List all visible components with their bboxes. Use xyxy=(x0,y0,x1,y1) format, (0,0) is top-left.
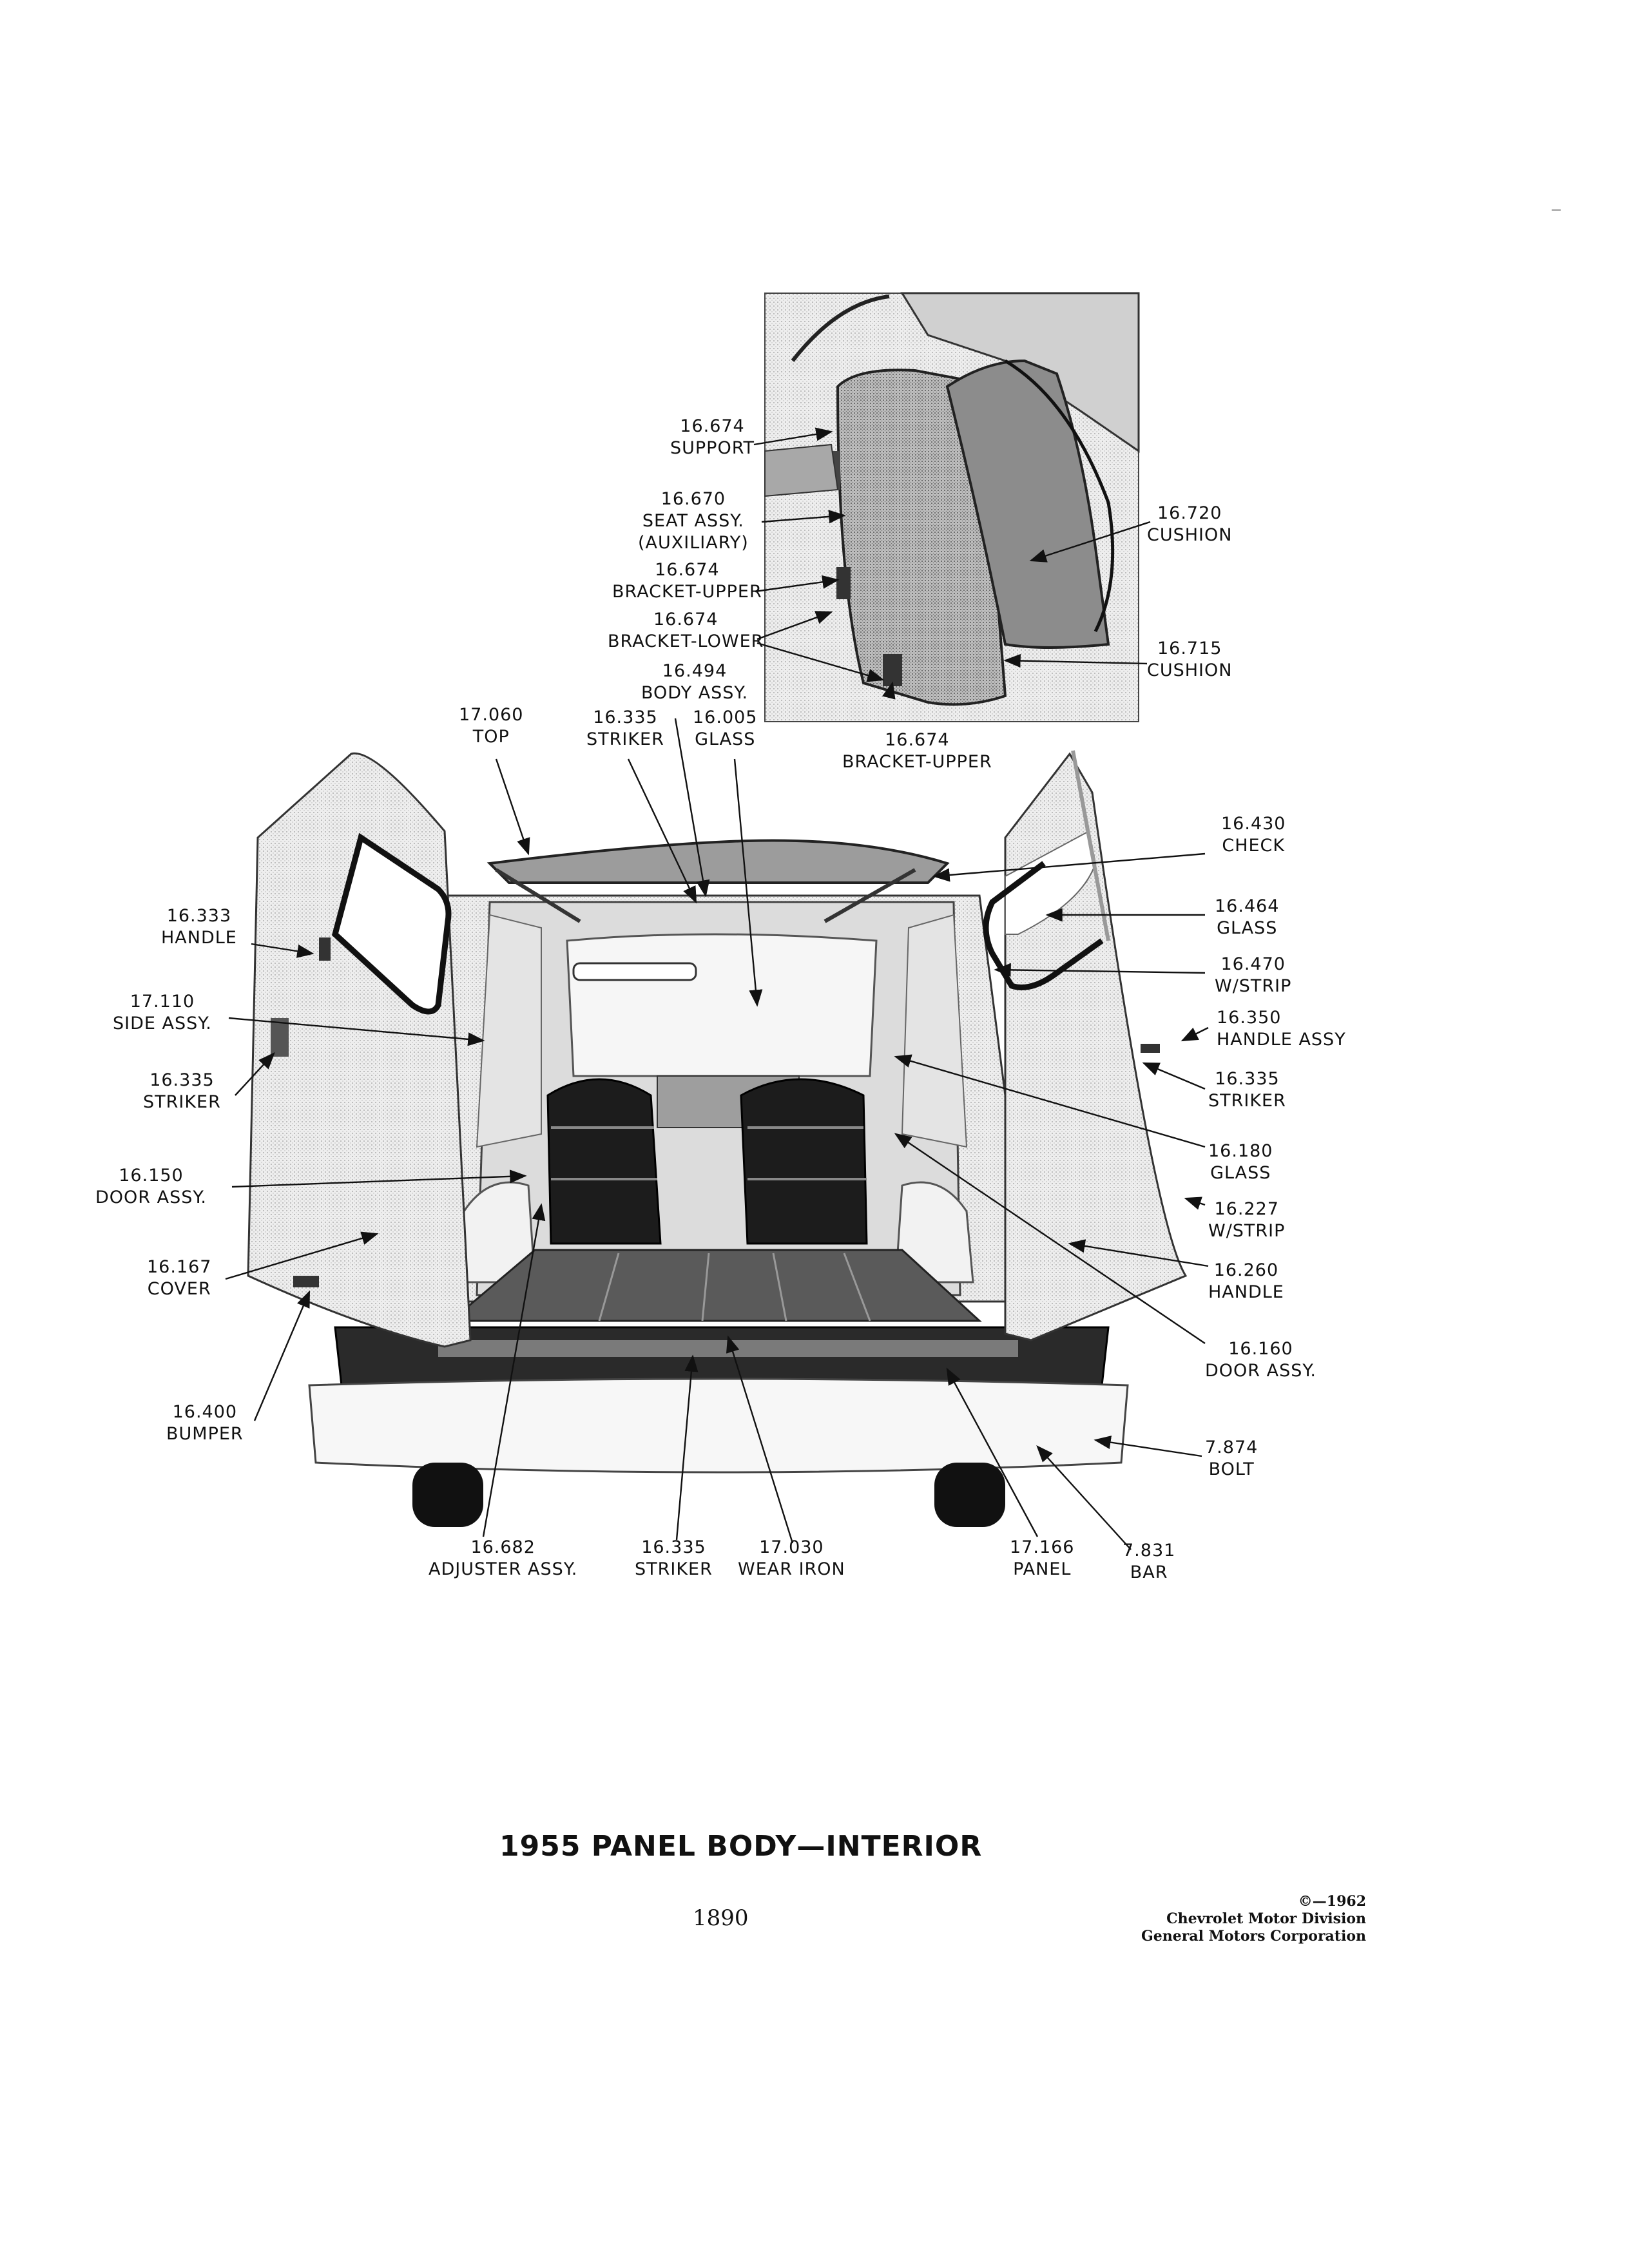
callout-striker-left: 16.335 STRIKER xyxy=(143,1070,221,1112)
callout-glass-16180: 16.180 GLASS xyxy=(1208,1141,1273,1183)
callout-bar: 7.831 BAR xyxy=(1123,1541,1176,1582)
page-number: 1890 xyxy=(693,1905,749,1931)
callout-glass-16464: 16.464 GLASS xyxy=(1215,896,1280,938)
right-rear-door xyxy=(986,751,1186,1340)
callout-striker-right: 16.335 STRIKER xyxy=(1208,1069,1286,1111)
callout-seat-assy: 16.670 SEAT ASSY. (AUXILIARY) xyxy=(638,489,749,553)
callout-adjuster-assy: 16.682 ADJUSTER ASSY. xyxy=(429,1537,578,1579)
callout-door-assy-right: 16.160 DOOR ASSY. xyxy=(1205,1339,1316,1381)
callout-handle-assy: 16.350 HANDLE ASSY xyxy=(1217,1008,1346,1050)
auxiliary-seat-inset xyxy=(765,293,1139,722)
callout-check: 16.430 CHECK xyxy=(1221,814,1286,856)
callout-wstrip-16470: 16.470 W/STRIP xyxy=(1215,954,1292,996)
callout-bracket-upper-inset: 16.674 BRACKET-UPPER xyxy=(612,560,762,602)
callout-panel: 17.166 PANEL xyxy=(1010,1537,1075,1579)
callout-cover: 16.167 COVER xyxy=(147,1257,212,1299)
callout-bracket-lower: 16.674 BRACKET-LOWER xyxy=(608,610,764,651)
callout-bolt: 7.874 BOLT xyxy=(1205,1437,1258,1479)
callout-striker-top: 16.335 STRIKER xyxy=(586,707,664,749)
copyright-notice: ©—1962 Chevrolet Motor Division General Motors Corporation xyxy=(1141,1893,1366,1945)
callout-cushion-16715: 16.715 CUSHION xyxy=(1147,639,1233,680)
callout-top: 17.060 TOP xyxy=(459,705,524,747)
callout-bumper: 16.400 BUMPER xyxy=(166,1402,244,1444)
page-title: 1955 PANEL BODY—INTERIOR xyxy=(499,1830,983,1863)
callout-body-assy: 16.494 BODY ASSY. xyxy=(641,661,749,703)
callout-handle-16333: 16.333 HANDLE xyxy=(161,906,237,948)
callout-support: 16.674 SUPPORT xyxy=(670,416,755,458)
callout-wstrip-16227: 16.227 W/STRIP xyxy=(1208,1199,1286,1241)
callout-door-assy-left: 16.150 DOOR ASSY. xyxy=(95,1166,207,1207)
callout-cushion-16720: 16.720 CUSHION xyxy=(1147,503,1233,545)
callout-glass-16005: 16.005 GLASS xyxy=(693,707,758,749)
callout-side-assy: 17.110 SIDE ASSY. xyxy=(113,992,212,1033)
callout-bracket-upper-lower: 16.674 BRACKET-UPPER xyxy=(842,730,992,772)
left-rear-door xyxy=(248,753,470,1347)
callout-handle-16260: 16.260 HANDLE xyxy=(1208,1260,1284,1302)
callout-striker-bottom: 16.335 STRIKER xyxy=(635,1537,713,1579)
callout-wear-iron: 17.030 WEAR IRON xyxy=(738,1537,845,1579)
